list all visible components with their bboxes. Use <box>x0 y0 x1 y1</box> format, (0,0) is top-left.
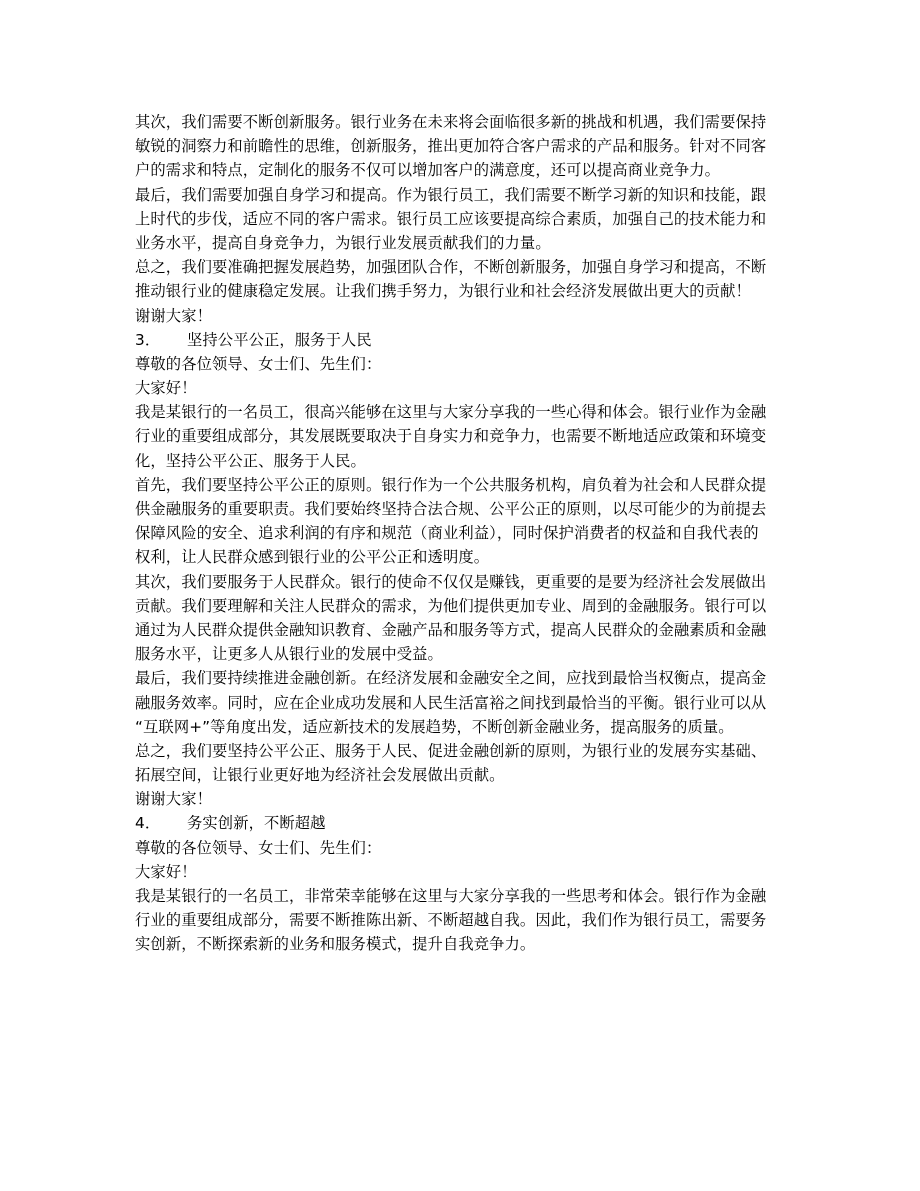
text-line: 通过为人民群众提供金融知识教育、金融产品和服务等方式，提高人民群众的金融素质和金融 <box>135 620 767 639</box>
text-line: 推动银行业的健康稳定发展。让我们携手努力，为银行业和社会经济发展做出更大的贡献！ <box>135 282 751 301</box>
paragraph-block-4 <box>135 836 785 957</box>
text-line: 我是某银行的一名员工，很高兴能够在这里与大家分享我的一些心得和体会。银行业作为金融 <box>135 403 767 422</box>
document-page <box>135 110 785 957</box>
text-line: 敏锐的洞察力和前瞻性的思维，创新服务，推出更加符合客户需求的产品和服务。针对不同客 <box>135 137 767 156</box>
text-line: 实创新，不断探索新的业务和服务模式，提升自我竞争力。 <box>135 935 536 954</box>
text-line: 尊敬的各位领导、女士们、先生们： <box>135 838 382 857</box>
text-line: 我是某银行的一名员工，非常荣幸能够在这里与大家分享我的一些思考和体会。银行作为金融 <box>135 887 767 905</box>
text-line: 总之，我们要准确把握发展趋势，加强团队合作，不断创新服务，加强自身学习和提高，不断 <box>135 258 767 277</box>
text-line: 服务水平，让更多人从银行业的发展中受益。 <box>135 645 443 664</box>
text-line: 大家好！ <box>135 862 197 881</box>
text-line: 最后，我们要持续推进金融创新。在经济发展和金融安全之间，应找到最恰当权衡点，提高金 <box>135 669 767 688</box>
section-title: 务实创新，不断超越 <box>187 814 326 833</box>
text-line: 谢谢大家！ <box>135 306 212 325</box>
text-line: 其次，我们要服务于人民群众。银行的使命不仅仅是赚钱，更重要的是要为经济社会发展做出 <box>135 572 767 591</box>
text-line: 行业的重要组成部分，其发展既要取决于自身实力和竞争力，也需要不断地适应政策和环境变 <box>135 427 767 446</box>
section-title: 坚持公平公正，服务于人民 <box>187 330 372 349</box>
text-line: 谢谢大家！ <box>135 790 212 809</box>
section-number: 3． <box>135 330 161 349</box>
text-line: 拓展空间，让银行业更好地为经济社会发展做出贡献。 <box>135 766 505 785</box>
text-line: 户的需求和特点，定制化的服务不仅可以增加客户的满意度，还可以提高商业竞争力。 <box>135 161 721 180</box>
text-line: 供金融服务的重要职责。我们要始终坚持合法合规、公平公正的原则，以尽可能少的为前提去 <box>135 500 767 518</box>
section-heading-3 <box>135 328 785 352</box>
section-heading-4 <box>135 811 785 835</box>
section-number: 4． <box>135 814 161 833</box>
text-line: 业务水平，提高自身竞争力，为银行业发展贡献我们的力量。 <box>135 233 551 252</box>
text-line: 融服务效率。同时，应在企业成功发展和人民生活富裕之间找到最恰当的平衡。银行业可以从 <box>135 693 767 712</box>
text-line: 化，坚持公平公正、服务于人民。 <box>135 451 366 470</box>
text-line: 上时代的步伐，适应不同的客户需求。银行员工应该要提高综合素质，加强自己的技术能力和 <box>135 209 767 228</box>
text-line: 贡献。我们要理解和关注人民群众的需求，为他们提供更加专业、周到的金融服务。银行可以 <box>135 596 767 615</box>
text-line: 最后，我们需要加强自身学习和提高。作为银行员工，我们需要不断学习新的知识和技能，跟 <box>135 185 767 204</box>
text-line: “互联网+”等角度出发，适应新技术的发展趋势，不断创新金融业务，提高服务的质量。 <box>135 717 734 736</box>
text-line: 总之，我们要坚持公平公正、服务于人民、促进金融创新的原则，为银行业的发展夯实基础、 <box>135 741 767 760</box>
paragraph-block-3 <box>135 352 785 812</box>
text-line: 大家好！ <box>135 379 197 398</box>
text-line: 首先，我们要坚持公平公正的原则。银行作为一个公共服务机构，肩负着为社会和人民群众提 <box>135 475 767 494</box>
paragraph-block-1 <box>135 110 785 328</box>
text-line: 尊敬的各位领导、女士们、先生们： <box>135 354 382 373</box>
text-line: 其次，我们需要不断创新服务。银行业务在未来将会面临很多新的挑战和机遇，我们需要保持 <box>135 113 767 131</box>
text-line: 保障风险的安全、追求利润的有序和规范（商业利益），同时保护消费者的权益和自我代表的 <box>135 524 759 543</box>
text-line: 行业的重要组成部分，需要不断推陈出新、不断超越自我。因此，我们作为银行员工，需要务 <box>135 911 767 930</box>
text-line: 权利，让人民群众感到银行业的公平公正和透明度。 <box>135 548 490 567</box>
